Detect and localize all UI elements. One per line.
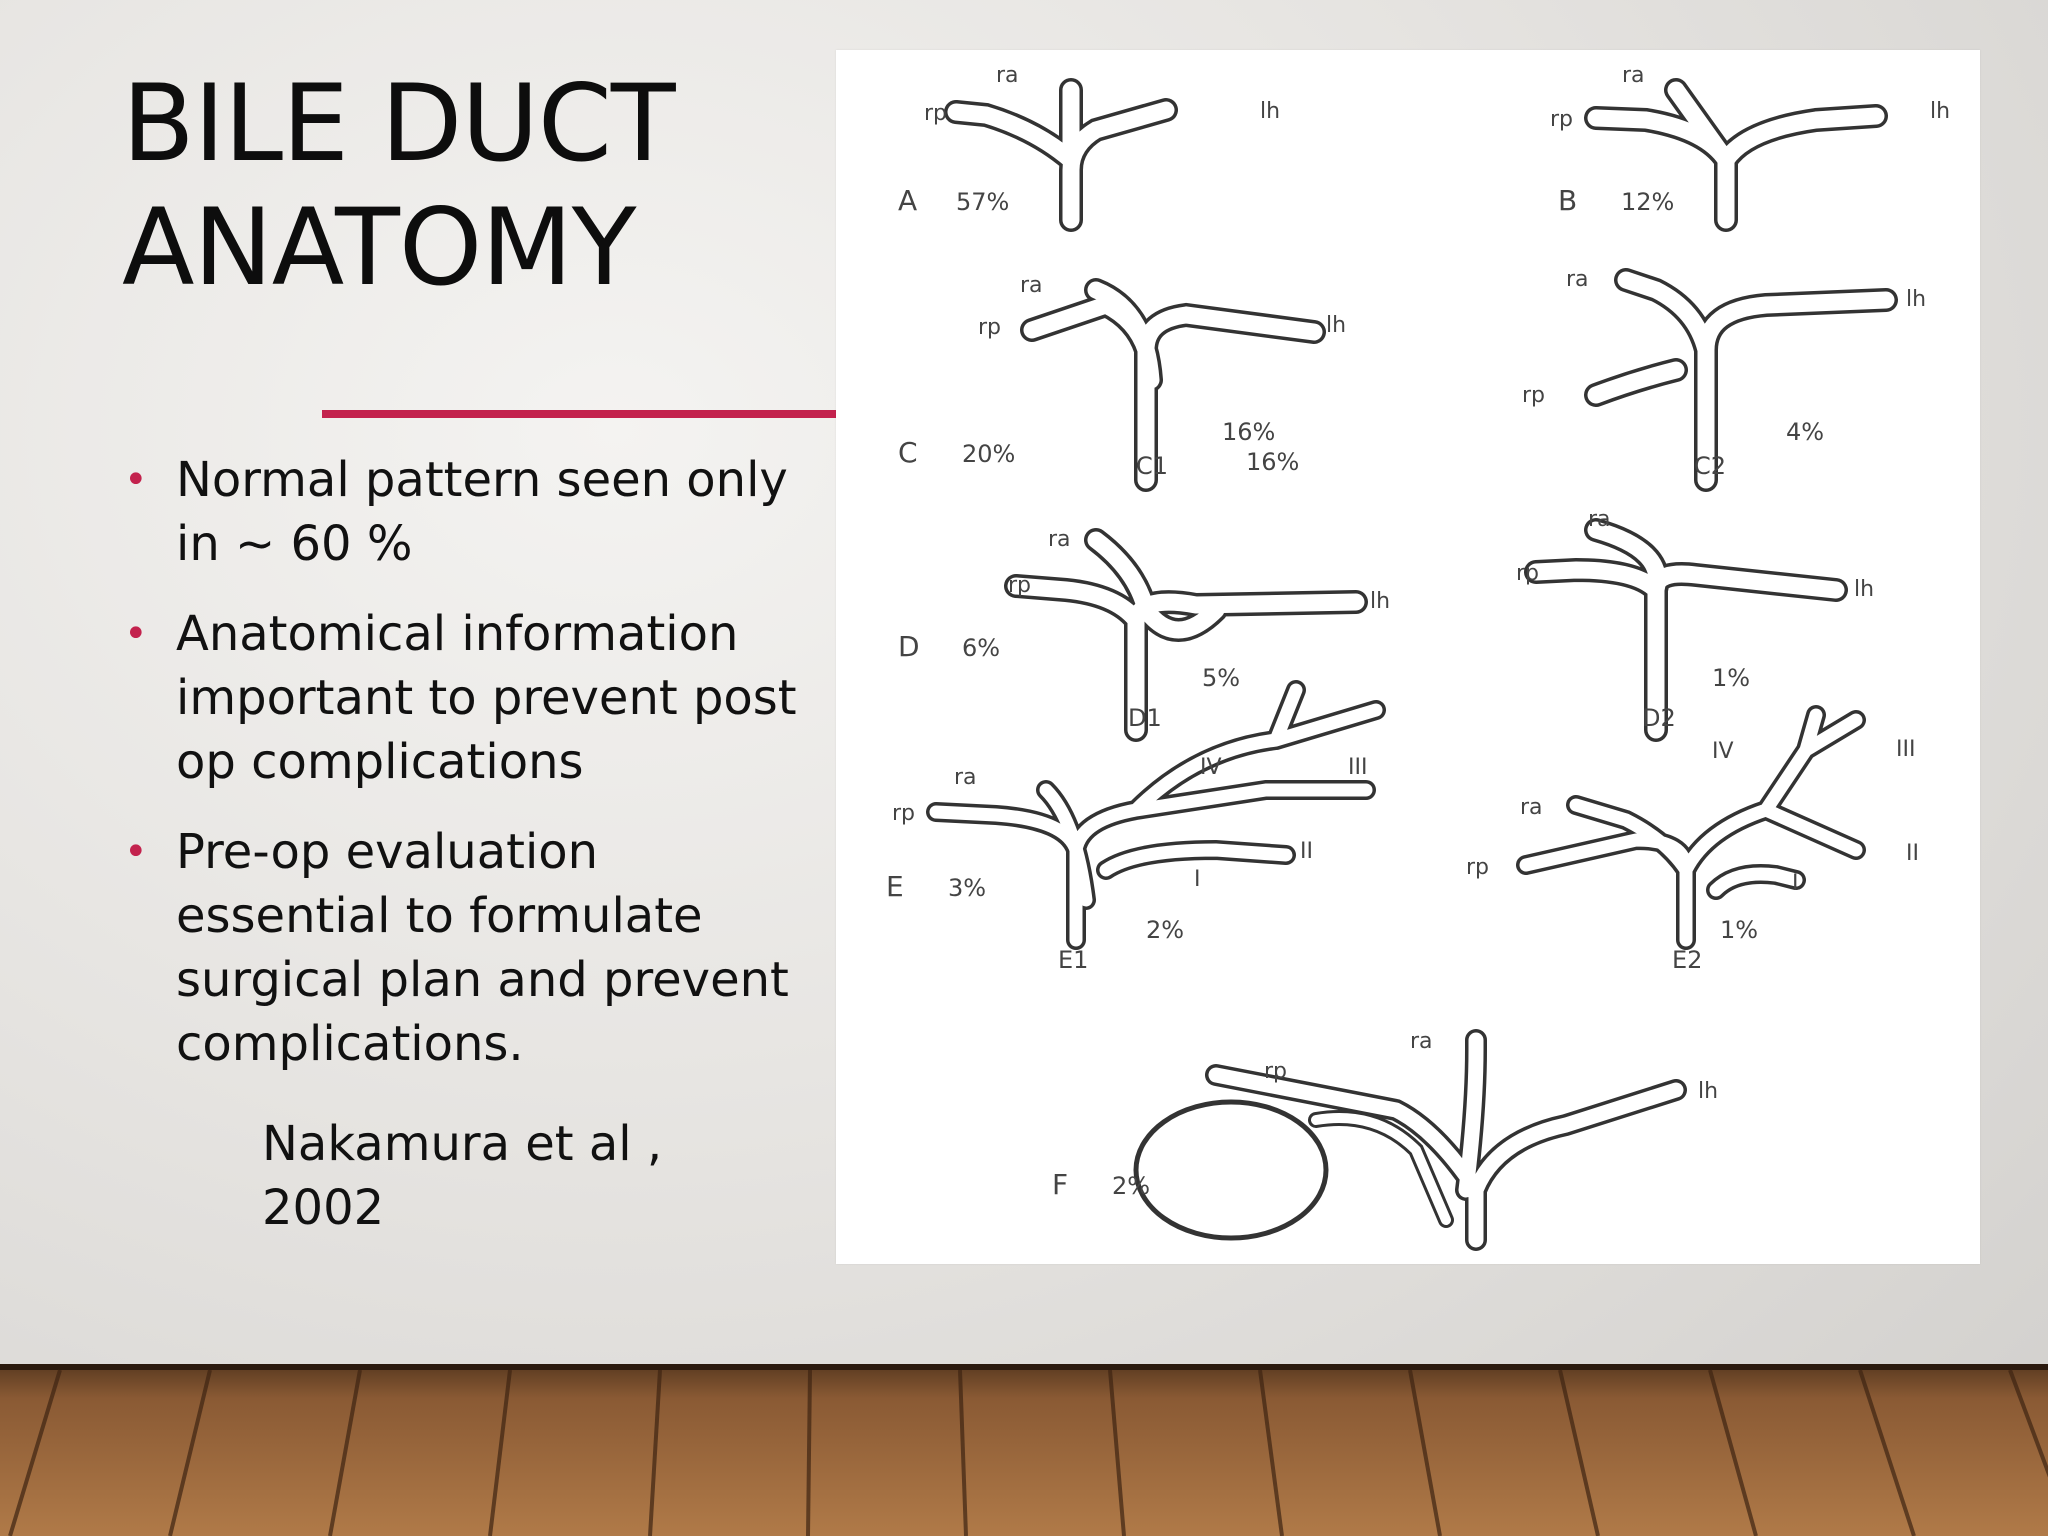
title-accent-line [322,410,836,418]
label-lh: lh [1326,313,1347,338]
subtype-name: C1 [1136,452,1169,480]
variant-pct: 20% [962,440,1016,468]
variant-letter: C [898,436,918,469]
label-ra: ra [1588,507,1611,532]
subtype-name: D1 [1128,704,1162,732]
variant-letter: B [1558,184,1578,217]
label-lh: lh [1906,287,1927,312]
bullet-item [120,820,800,1076]
variant-d2 [1516,507,1874,732]
segment-label-iii: III [1348,755,1368,780]
subtype-pct: 5% [1202,664,1241,692]
label-rp: rp [1516,561,1540,586]
label-rp: rp [892,801,916,826]
title-line-1: BILE DUCT [122,62,675,185]
variant-a [898,63,1280,220]
label-ra: ra [1020,273,1043,298]
label-rp: rp [1264,1059,1288,1084]
label-ra: ra [1622,63,1645,88]
subtype-pct: 4% [1786,418,1825,446]
variant-c2 [1522,267,1926,480]
label-lh: lh [1854,577,1875,602]
variant-f [1052,1029,1718,1240]
bullet-dot-icon: • [124,611,148,657]
label-lh: lh [1698,1079,1719,1104]
label-rp: rp [1008,573,1032,598]
subtype-pct: 1% [1712,664,1751,692]
variant-letter: A [898,184,918,217]
segment-label-ii: II [1906,841,1919,866]
bile-duct-variants-figure [836,50,1980,1264]
wood-floor-graphic [0,1364,2048,1536]
bullet-list [120,448,800,1102]
variant-c1 [898,273,1346,480]
label-rp: rp [1466,855,1490,880]
segment-label-iv: IV [1712,739,1734,764]
subtype-name: C2 [1694,452,1727,480]
variant-letter: F [1052,1168,1069,1201]
subtype-pct-2: 16% [1246,448,1300,476]
segment-label-iv: IV [1200,755,1222,780]
subtype-name: E2 [1672,946,1703,974]
variant-pct: 12% [1621,188,1675,216]
citation: Nakamura et al , 2002 [262,1116,663,1236]
label-ra: ra [1048,527,1071,552]
slide-title [122,62,675,310]
subtype-pct: 2% [1146,916,1185,944]
label-rp: rp [924,101,948,126]
subtype-name: D2 [1642,704,1676,732]
bullet-text: Anatomical information important to prevent post op complications [176,606,797,790]
label-lh: lh [1370,589,1391,614]
label-ra: ra [996,63,1019,88]
subtype-pct: 16% [1222,418,1276,446]
label-rp: rp [978,315,1002,340]
label-lh: lh [1260,99,1281,124]
label-rp: rp [1550,107,1574,132]
variant-pct: 3% [948,874,987,902]
variant-b [1550,63,1950,220]
segment-label-ii: II [1300,839,1313,864]
subtype-name: E1 [1058,946,1089,974]
label-lh: lh [1930,99,1951,124]
gallbladder-icon [1136,1102,1326,1238]
bullet-text: Normal pattern seen only in ~ 60 % [176,452,788,572]
wood-floor [0,1364,2048,1536]
variant-letter: D [898,630,920,663]
title-line-2: ANATOMY [122,186,636,309]
label-rp: rp [1522,383,1546,408]
label-ra: ra [1520,795,1543,820]
label-ra: ra [1410,1029,1433,1054]
label-ra: ra [1566,267,1589,292]
variant-pct: 6% [962,634,1001,662]
bullet-dot-icon: • [124,829,148,875]
segment-label-iii: III [1896,737,1916,762]
subtype-pct: 1% [1720,916,1759,944]
bullet-item [120,602,800,794]
bullet-item [120,448,800,576]
variant-d1 [898,527,1390,732]
variant-letter: E [886,870,904,903]
variant-pct: 57% [956,188,1010,216]
variant-e2 [1466,715,1919,974]
segment-label-i: I [1194,867,1201,892]
variants-diagram [836,50,1980,1264]
bullet-text: Pre-op evaluation essential to formulate surgical plan and prevent complications. [176,824,789,1072]
label-ra: ra [954,765,977,790]
segment-label-i: I [1792,871,1799,896]
bullet-dot-icon: • [124,457,148,503]
variant-pct: 2% [1112,1172,1151,1200]
